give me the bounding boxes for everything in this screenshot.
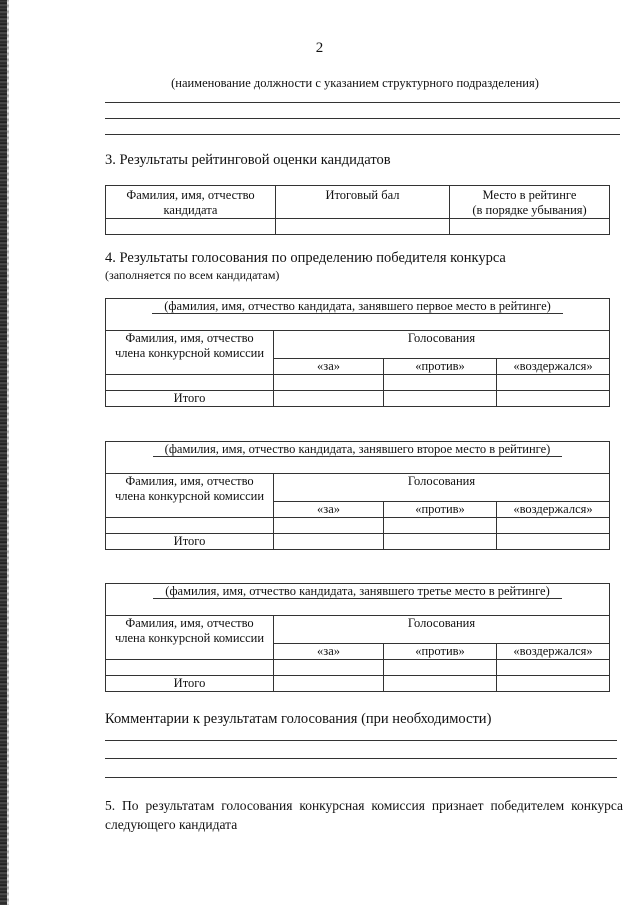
voting-table-1 [105, 298, 610, 407]
vote-for-header-3: «за» [274, 644, 384, 660]
vote-abstain-cell-3[interactable] [497, 660, 610, 676]
scan-edge [0, 0, 7, 905]
rating-header-place-line2: (в порядке убывания) [472, 203, 587, 217]
voting-table-1-caption: (фамилия, имя, отчество кандидата, занявшего первое место в рейтинге) [152, 299, 563, 314]
rating-table [105, 185, 610, 235]
total-label-2: Итого [106, 534, 274, 550]
total-for-cell-2[interactable] [274, 534, 384, 550]
vote-abstain-cell-1[interactable] [497, 375, 610, 391]
member-cell-1[interactable] [106, 375, 274, 391]
vote-for-header-1: «за» [274, 359, 384, 375]
voting-table-3-title-cell[interactable] [106, 584, 610, 616]
vote-against-header-2: «против» [384, 502, 497, 518]
section-4-note: (заполняется по всем кандидатам) [105, 268, 280, 282]
vote-abstain-header-3: «воздержался» [497, 644, 610, 660]
vote-for-cell-1[interactable] [274, 375, 384, 391]
rating-header-score: Итоговый бал [276, 186, 450, 219]
section-5-text: 5. По результатам голосования конкурсная комиссия признает победителем конкурса следующего кандидата [105, 798, 623, 832]
member-cell-3[interactable] [106, 660, 274, 676]
total-label-3: Итого [106, 676, 274, 692]
total-against-cell-3[interactable] [384, 676, 497, 692]
comments-line-3[interactable] [105, 777, 617, 778]
section-4-title: 4. Результаты голосования по определению победителя конкурса [105, 250, 506, 266]
vote-against-cell-2[interactable] [384, 518, 497, 534]
rating-cell-score[interactable] [276, 219, 450, 235]
rating-cell-place[interactable] [450, 219, 610, 235]
comments-line-1[interactable] [105, 740, 617, 741]
voting-header-3: Голосования [274, 616, 610, 644]
total-abstain-cell-2[interactable] [497, 534, 610, 550]
total-for-cell-1[interactable] [274, 391, 384, 407]
vote-against-header-1: «против» [384, 359, 497, 375]
total-abstain-cell-1[interactable] [497, 391, 610, 407]
rating-header-place-line1: Место в рейтинге [482, 188, 577, 202]
vote-against-cell-1[interactable] [384, 375, 497, 391]
vote-for-cell-3[interactable] [274, 660, 384, 676]
member-header-1: Фамилия, имя, отчество члена конкурсной комиссии [106, 331, 274, 375]
vote-abstain-header-2: «воздержался» [497, 502, 610, 518]
rating-header-place [450, 186, 610, 219]
voting-table-2 [105, 441, 610, 550]
position-line-1[interactable] [105, 102, 620, 103]
voting-table-2-caption: (фамилия, имя, отчество кандидата, занявшего второе место в рейтинге) [153, 442, 563, 457]
vote-against-header-3: «против» [384, 644, 497, 660]
voting-table-3 [105, 583, 610, 692]
position-line-2[interactable] [105, 118, 620, 119]
position-line-3[interactable] [105, 134, 620, 135]
voting-table-2-title-cell[interactable] [106, 442, 610, 474]
voting-header-2: Голосования [274, 474, 610, 502]
total-against-cell-2[interactable] [384, 534, 497, 550]
voting-header-1: Голосования [274, 331, 610, 359]
vote-for-header-2: «за» [274, 502, 384, 518]
comments-line-2[interactable] [105, 758, 617, 759]
rating-cell-name[interactable] [106, 219, 276, 235]
vote-abstain-cell-2[interactable] [497, 518, 610, 534]
voting-table-1-title-cell[interactable] [106, 299, 610, 331]
member-header-2: Фамилия, имя, отчество члена конкурсной комиссии [106, 474, 274, 518]
total-label-1: Итого [106, 391, 274, 407]
member-header-3: Фамилия, имя, отчество члена конкурсной комиссии [106, 616, 274, 660]
total-for-cell-3[interactable] [274, 676, 384, 692]
vote-abstain-header-1: «воздержался» [497, 359, 610, 375]
comments-title: Комментарии к результатам голосования (при необходимости) [105, 711, 492, 727]
member-cell-2[interactable] [106, 518, 274, 534]
vote-for-cell-2[interactable] [274, 518, 384, 534]
total-abstain-cell-3[interactable] [497, 676, 610, 692]
voting-table-3-caption: (фамилия, имя, отчество кандидата, занявшего третье место в рейтинге) [153, 584, 561, 599]
total-against-cell-1[interactable] [384, 391, 497, 407]
scan-edge-light [7, 0, 9, 905]
rating-header-name: Фамилия, имя, отчество кандидата [106, 186, 276, 219]
page-number: 2 [315, 40, 324, 56]
section-3-title: 3. Результаты рейтинговой оценки кандидатов [105, 152, 391, 168]
vote-against-cell-3[interactable] [384, 660, 497, 676]
position-caption: (наименование должности с указанием структурного подразделения) [171, 76, 539, 90]
